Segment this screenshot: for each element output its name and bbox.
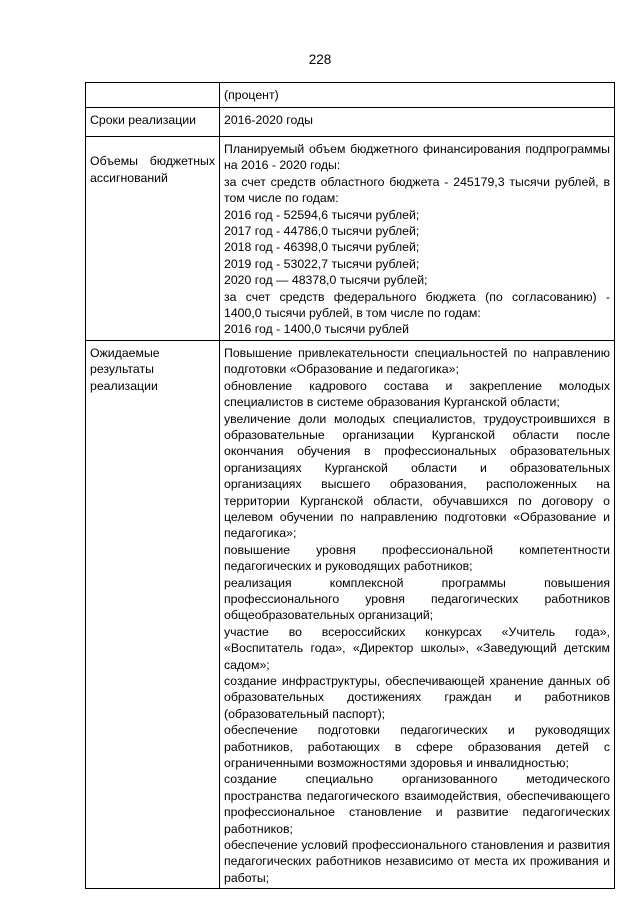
budget-line: 2016 год - 52594,6 тысячи рублей; — [224, 207, 420, 222]
budget-line: Планируемый объем бюджетного финансирования подпрограммы на 2016 - 2020 годы: — [224, 142, 610, 173]
table-row — [86, 137, 615, 341]
result-line: участие во всероссийских конкурсах «Учитель года», «Воспитатель года», «Директор школы», «Заведующий детским садом»; — [224, 624, 610, 672]
result-line: увеличение доли молодых специалистов, трудоустроившихся в образовательные организации Курганской области после окончания обучения в профессиональных образовательных организациях Курганской области и образовательных организациях высшего образования, расположенных на территории Курганской области, обучавшихся по договору о целевом обучении по направлению подготовки «Образование и педагогика»; — [224, 411, 610, 541]
result-line: создание инфраструктуры, обеспечивающей хранение данных об образовательных достижениях граждан и работников (образовательный паспорт); — [224, 674, 610, 721]
budget-line: 2016 год - 1400,0 тысячи рублей — [224, 322, 410, 337]
row-value-results — [220, 340, 615, 888]
table-row — [86, 340, 615, 888]
budget-label-text: Объемы бюджетных ассигнований — [90, 154, 215, 185]
result-line: обеспечение подготовки педагогических и руководящих работников, работающих в сфере образования детей с ограниченными возможностями здоровья и инвалидностью; — [224, 723, 610, 771]
row-value-budget — [220, 137, 615, 341]
result-line: Повышение привлекательности специальностей по направлению подготовки «Образование и педагогика»; — [224, 345, 610, 377]
budget-line: 2019 год - 53022,7 тысячи рублей; — [224, 256, 420, 271]
passport-table — [85, 82, 615, 889]
row-label-empty — [86, 83, 220, 108]
result-line: создание специально организованного методического пространства педагогического взаимодействия, обеспечивающего профессиональное становление и развитие педагогических работников; — [224, 772, 610, 836]
budget-line: за счет средств областного бюджета - 245179,3 тысячи рублей, в том числе по годам: — [224, 174, 610, 206]
budget-line: 2018 год - 46398,0 тысячи рублей; — [224, 240, 420, 255]
result-line: повышение уровня профессиональной компетентности педагогических и руководящих работников; — [224, 542, 610, 574]
row-value-percent: (процент) — [220, 83, 615, 108]
result-line: обновление кадрового состава и закрепление молодых специалистов в системе образования Курганской области; — [224, 378, 610, 410]
table-row — [86, 108, 615, 137]
budget-line: 2020 год — 48378,0 тысячи рублей; — [224, 273, 428, 288]
row-value-terms: 2016-2020 годы — [220, 108, 615, 137]
budget-line: 2017 год - 44786,0 тысячи рублей; — [224, 224, 420, 239]
budget-line: за счет средств федерального бюджета (по согласованию) - 1400,0 тысячи рублей, в том числе по годам: — [224, 289, 610, 321]
table-row — [86, 83, 615, 108]
row-label-results: Ожидаемые результаты реализации — [86, 340, 220, 888]
page-number: 228 — [308, 52, 332, 67]
result-line: реализация комплексной программы повышения профессионального уровня педагогических работников общеобразовательных организаций; — [224, 575, 610, 623]
row-label-budget — [86, 137, 220, 341]
result-line: обеспечение условий профессионального становления и развития педагогических работников независимо от места их проживания и работы; — [224, 838, 610, 885]
row-label-terms: Сроки реализации — [86, 108, 220, 137]
